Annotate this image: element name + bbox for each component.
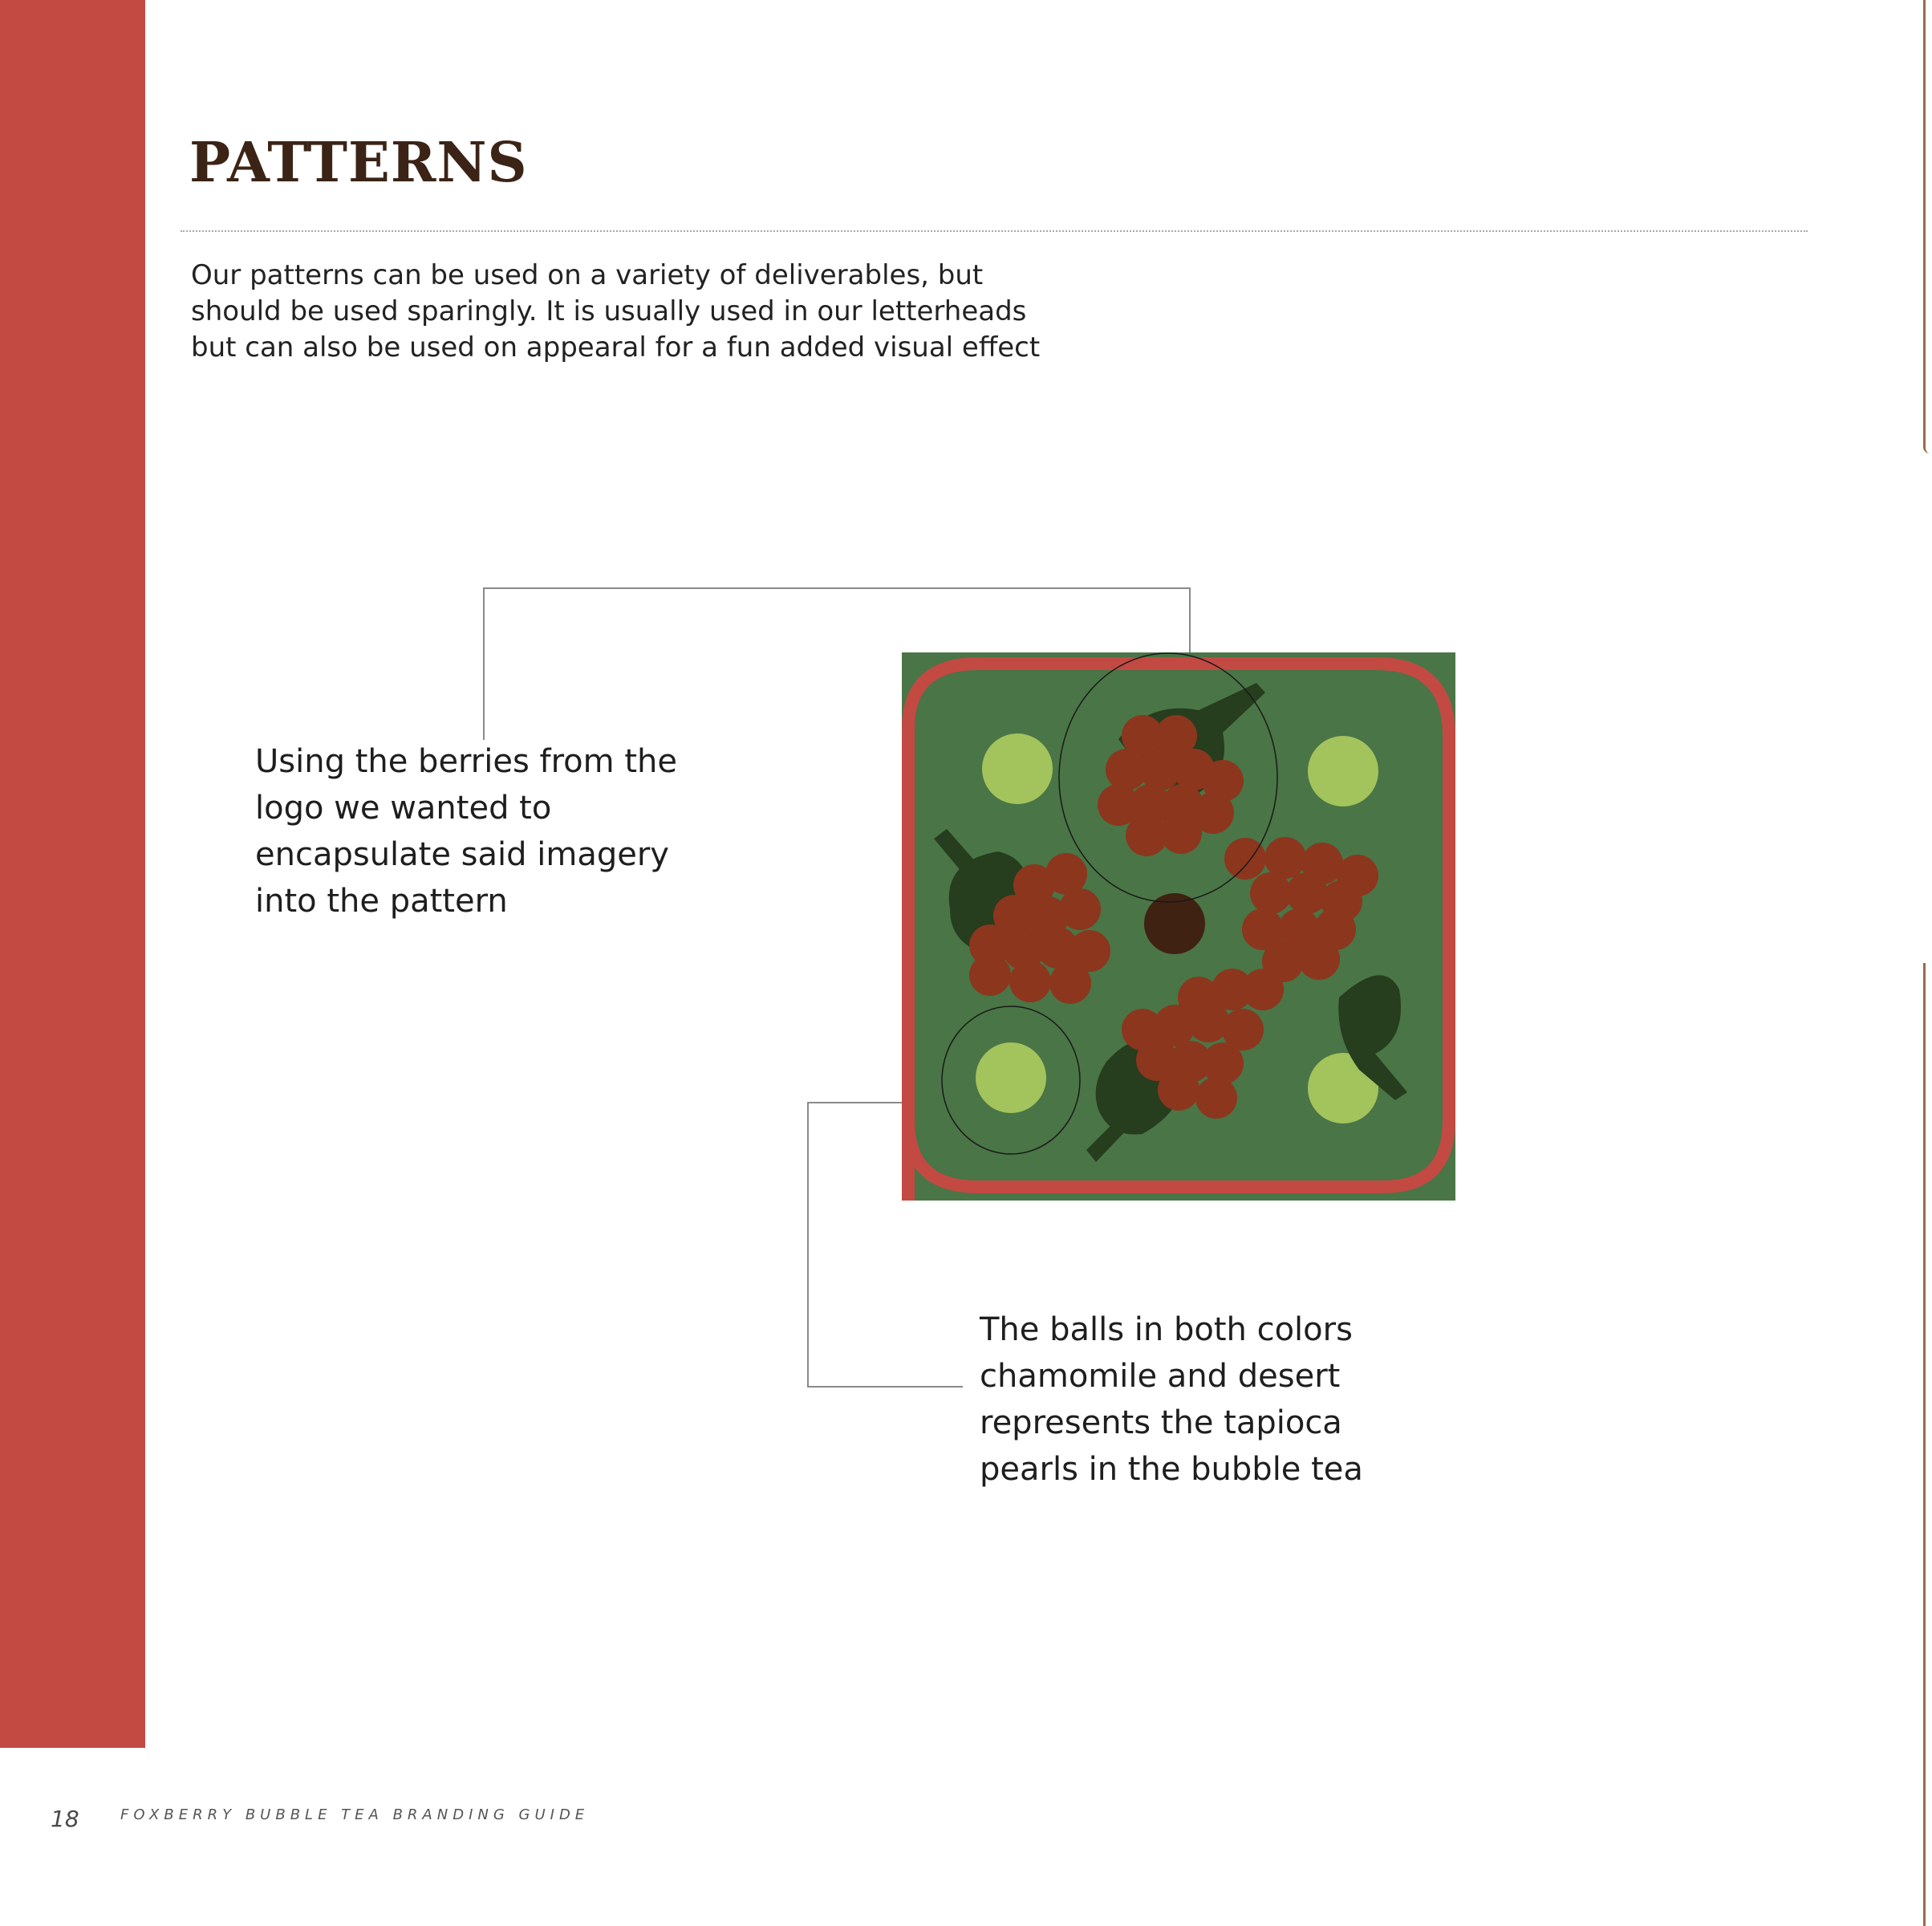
- edge-tab-top: [1923, 0, 1932, 453]
- balls-callout-text: The balls in both colors chamomile and desert represents the tapioca pearls in the bubble tea: [980, 1311, 1363, 1488]
- title-divider: [181, 230, 1808, 232]
- red-side-bar: [0, 0, 145, 1748]
- page-number: 18: [51, 1806, 79, 1832]
- edge-tab-bottom: [1923, 963, 1932, 1926]
- footer-guide-title: FOXBERRY BUBBLE TEA BRANDING GUIDE: [120, 1806, 590, 1823]
- pattern-tile: [902, 652, 1455, 1201]
- berries-callout-line-vertical-left: [483, 587, 485, 740]
- intro-paragraph: Our patterns can be used on a variety of deliverables, but should be used sparingly. It is usually used in our letterheads but can also be used on appearal for a fun added visual effect: [191, 259, 1041, 364]
- pearl-light-top-right: [1308, 736, 1378, 807]
- pearl-light-bottom-left: [976, 1042, 1046, 1113]
- berries-callout-line-horizontal: [483, 587, 1191, 589]
- berries-callout-line-vertical-right: [1189, 587, 1191, 653]
- balls-callout-line-vertical: [807, 1102, 809, 1388]
- pearl-light-top-left: [982, 733, 1053, 804]
- berries-callout-text: Using the berries from the logo we wanted to encapsulate said imagery into the pattern: [255, 743, 677, 920]
- page-title: PATTERNS: [189, 131, 528, 195]
- balls-callout-line-bottom: [807, 1386, 963, 1388]
